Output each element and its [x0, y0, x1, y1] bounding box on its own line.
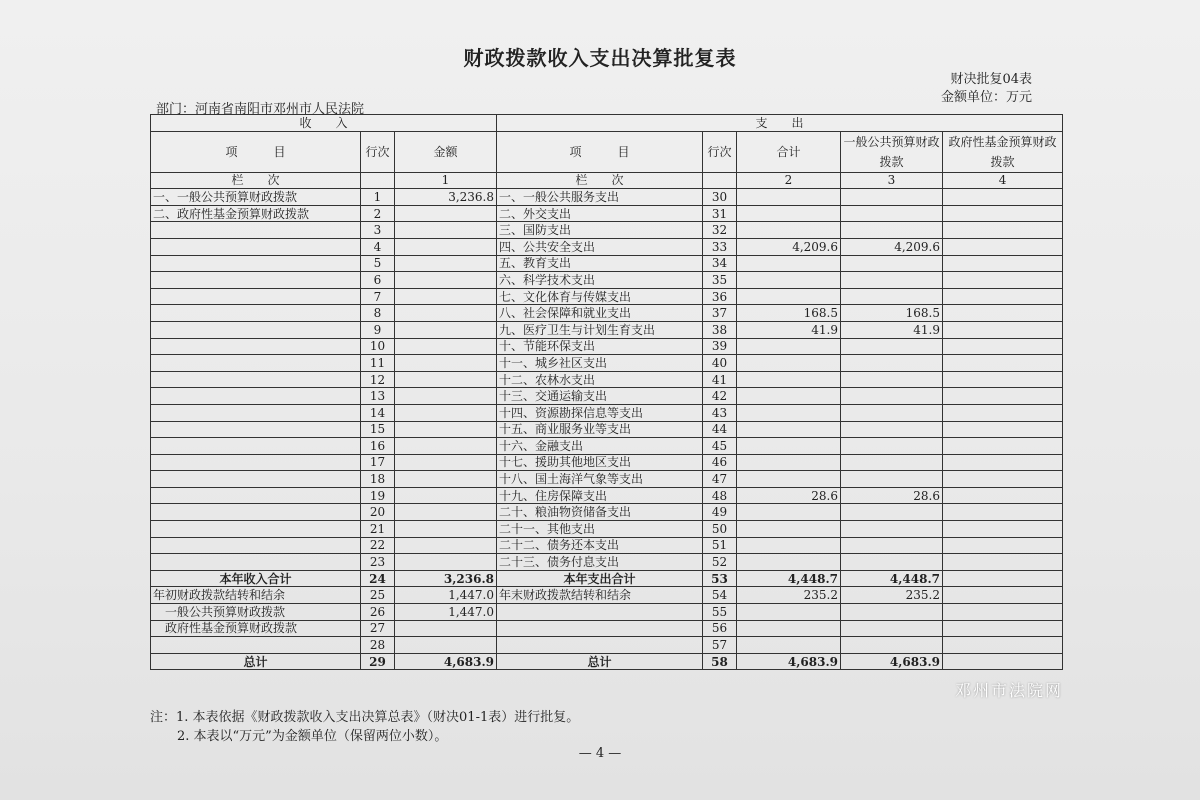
income-amount [395, 554, 497, 571]
income-item [151, 288, 361, 305]
expense-general-budget [841, 537, 943, 554]
income-amount [395, 537, 497, 554]
table-row [151, 504, 1063, 521]
income-amount [395, 222, 497, 239]
expense-total: 28.6 [737, 487, 841, 504]
expense-fund-budget [943, 587, 1063, 604]
expense-line-no: 47 [703, 471, 737, 488]
income-line-no: 17 [361, 454, 395, 471]
expense-line-no: 44 [703, 421, 737, 438]
income-amount [395, 637, 497, 654]
expense-line-no: 31 [703, 205, 737, 222]
expense-fund-budget [943, 637, 1063, 654]
table-row [151, 637, 1063, 654]
expense-fund-budget [943, 255, 1063, 272]
expense-line-no: 50 [703, 521, 737, 538]
expense-line-no: 51 [703, 537, 737, 554]
income-item [151, 222, 361, 239]
col-1-label: 1 [395, 172, 497, 189]
income-amount [395, 504, 497, 521]
table-row [151, 487, 1063, 504]
col-2-label: 2 [737, 172, 841, 189]
income-item [151, 272, 361, 289]
expense-general-budget [841, 272, 943, 289]
income-line-no: 5 [361, 255, 395, 272]
table-row [151, 620, 1063, 637]
table-row [151, 355, 1063, 372]
income-amount [395, 421, 497, 438]
income-item [151, 355, 361, 372]
expense-general-budget [841, 388, 943, 405]
expense-fund-budget [943, 604, 1063, 621]
income-amount [395, 471, 497, 488]
general-budget-header: 一般公共预算财政拨款 [841, 131, 943, 172]
table-row [151, 604, 1063, 621]
expense-item: 本年支出合计 [497, 570, 703, 587]
expense-total [737, 637, 841, 654]
expense-item: 六、科学技术支出 [497, 272, 703, 289]
expense-line-no: 45 [703, 438, 737, 455]
page-number: — 4 — [578, 746, 622, 761]
expense-total [737, 404, 841, 421]
income-item [151, 521, 361, 538]
expense-general-budget: 4,683.9 [841, 653, 943, 670]
table-row [151, 388, 1063, 405]
expense-total [737, 471, 841, 488]
form-code: 财决批复04表 [950, 72, 1032, 87]
expense-column-label: 栏 次 [497, 172, 703, 189]
income-item [151, 404, 361, 421]
income-line-no: 23 [361, 554, 395, 571]
income-item: 年初财政拨款结转和结余 [151, 587, 361, 604]
expense-item: 十三、交通运输支出 [497, 388, 703, 405]
expense-total: 168.5 [737, 305, 841, 322]
expense-item: 十一、城乡社区支出 [497, 355, 703, 372]
income-item [151, 454, 361, 471]
income-amount [395, 238, 497, 255]
expense-general-budget: 168.5 [841, 305, 943, 322]
watermark-text: 邓州市法院网 [955, 681, 1064, 700]
expense-header: 支 出 [497, 115, 1063, 132]
expense-general-budget [841, 438, 943, 455]
expense-line-no: 34 [703, 255, 737, 272]
expense-line-no: 53 [703, 570, 737, 587]
income-line-no: 18 [361, 471, 395, 488]
expense-general-budget [841, 504, 943, 521]
expense-fund-budget [943, 272, 1063, 289]
income-item [151, 321, 361, 338]
expense-total [737, 554, 841, 571]
table-row [151, 255, 1063, 272]
fund-budget-header: 政府性基金预算财政拨款 [943, 131, 1063, 172]
expense-line-no: 56 [703, 620, 737, 637]
expense-line-header: 行次 [703, 131, 737, 172]
document-title: 财政拨款收入支出决算批复表 [463, 46, 737, 70]
expense-general-budget [841, 288, 943, 305]
income-item: 政府性基金预算财政拨款 [151, 620, 361, 637]
expense-line-no: 41 [703, 371, 737, 388]
income-item [151, 238, 361, 255]
income-line-no: 2 [361, 205, 395, 222]
note-1: 注：1. 本表依据《财政拨款收入支出决算总表》（财决01-1表）进行批复。 [150, 710, 580, 725]
expense-total [737, 371, 841, 388]
expense-line-no: 52 [703, 554, 737, 571]
table-row [151, 205, 1063, 222]
expense-general-budget: 235.2 [841, 587, 943, 604]
expense-total [737, 255, 841, 272]
expense-fund-budget [943, 421, 1063, 438]
income-item [151, 537, 361, 554]
expense-item: 四、公共安全支出 [497, 238, 703, 255]
expense-general-budget [841, 454, 943, 471]
income-line-no: 22 [361, 537, 395, 554]
expense-fund-budget [943, 554, 1063, 571]
empty-cell [361, 172, 395, 189]
department-label: 部门：河南省南阳市邓州市人民法院 [156, 102, 365, 117]
amount-unit: 金额单位：万元 [940, 90, 1032, 105]
income-amount [395, 454, 497, 471]
income-amount: 4,683.9 [395, 653, 497, 670]
expense-item: 一、一般公共服务支出 [497, 189, 703, 206]
expense-total: 41.9 [737, 321, 841, 338]
col-3-label: 3 [841, 172, 943, 189]
expense-fund-budget [943, 238, 1063, 255]
expense-total [737, 355, 841, 372]
income-item [151, 371, 361, 388]
income-amount [395, 205, 497, 222]
expense-item: 七、文化体育与传媒支出 [497, 288, 703, 305]
income-line-no: 25 [361, 587, 395, 604]
income-item: 总计 [151, 653, 361, 670]
expense-fund-budget [943, 388, 1063, 405]
expense-item: 二十三、债务付息支出 [497, 554, 703, 571]
income-line-no: 27 [361, 620, 395, 637]
expense-general-budget [841, 471, 943, 488]
expense-total [737, 222, 841, 239]
expense-item: 十四、资源勘探信息等支出 [497, 404, 703, 421]
expense-total-header: 合计 [737, 131, 841, 172]
income-line-no: 11 [361, 355, 395, 372]
expense-total [737, 438, 841, 455]
expense-general-budget [841, 222, 943, 239]
expense-fund-budget [943, 471, 1063, 488]
expense-general-budget: 4,209.6 [841, 238, 943, 255]
income-amount [395, 305, 497, 322]
expense-item-header: 项 目 [497, 131, 703, 172]
expense-general-budget [841, 404, 943, 421]
expense-total: 4,448.7 [737, 570, 841, 587]
expense-line-no: 33 [703, 238, 737, 255]
income-item [151, 421, 361, 438]
income-line-no: 19 [361, 487, 395, 504]
table-row [151, 554, 1063, 571]
income-item: 本年收入合计 [151, 570, 361, 587]
expense-general-budget [841, 355, 943, 372]
income-column-label: 栏 次 [151, 172, 361, 189]
expense-general-budget [841, 338, 943, 355]
income-item [151, 554, 361, 571]
expense-general-budget [841, 637, 943, 654]
expense-line-no: 40 [703, 355, 737, 372]
expense-total [737, 189, 841, 206]
expense-line-no: 37 [703, 305, 737, 322]
expense-fund-budget [943, 189, 1063, 206]
income-amount [395, 487, 497, 504]
table-row [151, 189, 1063, 206]
expense-total [737, 272, 841, 289]
expense-total: 4,209.6 [737, 238, 841, 255]
expense-general-budget: 28.6 [841, 487, 943, 504]
income-amount: 1,447.0 [395, 604, 497, 621]
income-line-no: 13 [361, 388, 395, 405]
expense-item: 十七、援助其他地区支出 [497, 454, 703, 471]
table-row [151, 521, 1063, 538]
expense-item: 五、教育支出 [497, 255, 703, 272]
income-amount [395, 255, 497, 272]
expense-total [737, 537, 841, 554]
expense-item: 总计 [497, 653, 703, 670]
income-item: 二、政府性基金预算财政拨款 [151, 205, 361, 222]
expense-total [737, 620, 841, 637]
expense-general-budget [841, 554, 943, 571]
expense-item: 三、国防支出 [497, 222, 703, 239]
expense-total [737, 604, 841, 621]
income-line-no: 29 [361, 653, 395, 670]
expense-general-budget [841, 521, 943, 538]
expense-fund-budget [943, 620, 1063, 637]
table-row [151, 438, 1063, 455]
expense-item: 八、社会保障和就业支出 [497, 305, 703, 322]
expense-line-no: 38 [703, 321, 737, 338]
income-line-no: 7 [361, 288, 395, 305]
expense-item: 十二、农林水支出 [497, 371, 703, 388]
expense-fund-budget [943, 404, 1063, 421]
income-item [151, 471, 361, 488]
income-item [151, 637, 361, 654]
expense-fund-budget [943, 338, 1063, 355]
expense-line-no: 46 [703, 454, 737, 471]
expense-fund-budget [943, 371, 1063, 388]
income-item [151, 487, 361, 504]
income-line-no: 10 [361, 338, 395, 355]
income-line-no: 16 [361, 438, 395, 455]
empty-cell [703, 172, 737, 189]
expense-total: 4,683.9 [737, 653, 841, 670]
income-amount [395, 371, 497, 388]
expense-item: 十八、国土海洋气象等支出 [497, 471, 703, 488]
income-line-no: 8 [361, 305, 395, 322]
expense-line-no: 48 [703, 487, 737, 504]
expense-total [737, 288, 841, 305]
expense-total [737, 454, 841, 471]
expense-general-budget: 41.9 [841, 321, 943, 338]
expense-item: 二十一、其他支出 [497, 521, 703, 538]
table-row [151, 471, 1063, 488]
table-row [151, 238, 1063, 255]
income-line-no: 28 [361, 637, 395, 654]
expense-item: 十六、金融支出 [497, 438, 703, 455]
table-row [151, 570, 1063, 587]
income-amount [395, 404, 497, 421]
expense-item: 二十、粮油物资储备支出 [497, 504, 703, 521]
income-amount [395, 388, 497, 405]
expense-fund-budget [943, 454, 1063, 471]
table-row [151, 653, 1063, 670]
expense-general-budget: 4,448.7 [841, 570, 943, 587]
expense-general-budget [841, 255, 943, 272]
income-item [151, 255, 361, 272]
income-line-no: 21 [361, 521, 395, 538]
expense-total [737, 521, 841, 538]
income-item [151, 438, 361, 455]
expense-fund-budget [943, 570, 1063, 587]
table-row [151, 338, 1063, 355]
income-header: 收 入 [151, 115, 497, 132]
income-line-no: 14 [361, 404, 395, 421]
income-amount [395, 338, 497, 355]
expense-total [737, 504, 841, 521]
income-item [151, 305, 361, 322]
expense-item [497, 620, 703, 637]
income-amount-header: 金额 [395, 131, 497, 172]
expense-general-budget [841, 205, 943, 222]
income-line-no: 9 [361, 321, 395, 338]
appropriation-table [150, 114, 1063, 670]
income-item: 一、一般公共预算财政拨款 [151, 189, 361, 206]
table-row [151, 222, 1063, 239]
expense-general-budget [841, 189, 943, 206]
income-amount [395, 355, 497, 372]
expense-fund-budget [943, 321, 1063, 338]
expense-item: 年末财政拨款结转和结余 [497, 587, 703, 604]
expense-total [737, 338, 841, 355]
income-item: 一般公共预算财政拨款 [151, 604, 361, 621]
expense-general-budget [841, 620, 943, 637]
expense-line-no: 55 [703, 604, 737, 621]
expense-line-no: 36 [703, 288, 737, 305]
income-amount [395, 438, 497, 455]
expense-line-no: 39 [703, 338, 737, 355]
expense-line-no: 49 [703, 504, 737, 521]
income-line-no: 12 [361, 371, 395, 388]
income-line-no: 6 [361, 272, 395, 289]
expense-fund-budget [943, 487, 1063, 504]
expense-line-no: 58 [703, 653, 737, 670]
expense-fund-budget [943, 438, 1063, 455]
income-amount [395, 288, 497, 305]
table-row [151, 421, 1063, 438]
expense-item: 十、节能环保支出 [497, 338, 703, 355]
income-line-no: 26 [361, 604, 395, 621]
expense-line-no: 32 [703, 222, 737, 239]
table-row [151, 404, 1063, 421]
income-amount [395, 620, 497, 637]
table-row [151, 288, 1063, 305]
table-row [151, 305, 1063, 322]
expense-general-budget [841, 371, 943, 388]
expense-item: 十五、商业服务业等支出 [497, 421, 703, 438]
income-amount [395, 321, 497, 338]
income-amount: 3,236.8 [395, 189, 497, 206]
expense-fund-budget [943, 288, 1063, 305]
expense-line-no: 54 [703, 587, 737, 604]
table-row [151, 587, 1063, 604]
income-amount [395, 272, 497, 289]
table-row [151, 321, 1063, 338]
table-row [151, 272, 1063, 289]
expense-item [497, 604, 703, 621]
expense-item [497, 637, 703, 654]
expense-fund-budget [943, 355, 1063, 372]
expense-fund-budget [943, 521, 1063, 538]
expense-line-no: 57 [703, 637, 737, 654]
income-amount: 3,236.8 [395, 570, 497, 587]
table-row [151, 371, 1063, 388]
income-line-no: 15 [361, 421, 395, 438]
expense-total [737, 388, 841, 405]
expense-item: 九、医疗卫生与计划生育支出 [497, 321, 703, 338]
table-row [151, 537, 1063, 554]
expense-line-no: 35 [703, 272, 737, 289]
notes [150, 708, 579, 746]
expense-fund-budget [943, 305, 1063, 322]
income-item-header: 项 目 [151, 131, 361, 172]
income-item [151, 504, 361, 521]
income-item [151, 338, 361, 355]
col-4-label: 4 [943, 172, 1063, 189]
expense-total [737, 205, 841, 222]
expense-line-no: 43 [703, 404, 737, 421]
income-line-no: 3 [361, 222, 395, 239]
expense-line-no: 42 [703, 388, 737, 405]
income-item [151, 388, 361, 405]
expense-fund-budget [943, 504, 1063, 521]
income-line-no: 20 [361, 504, 395, 521]
income-amount [395, 521, 497, 538]
expense-general-budget [841, 604, 943, 621]
expense-fund-budget [943, 653, 1063, 670]
expense-item: 二、外交支出 [497, 205, 703, 222]
expense-fund-budget [943, 222, 1063, 239]
expense-fund-budget [943, 205, 1063, 222]
expense-general-budget [841, 421, 943, 438]
income-line-no: 1 [361, 189, 395, 206]
expense-total: 235.2 [737, 587, 841, 604]
note-2: 2. 本表以“万元”为金额单位（保留两位小数）。 [177, 729, 448, 744]
income-line-no: 4 [361, 238, 395, 255]
expense-line-no: 30 [703, 189, 737, 206]
expense-item: 十九、住房保障支出 [497, 487, 703, 504]
expense-fund-budget [943, 537, 1063, 554]
expense-item: 二十二、债务还本支出 [497, 537, 703, 554]
income-line-header: 行次 [361, 131, 395, 172]
table-row [151, 454, 1063, 471]
income-amount: 1,447.0 [395, 587, 497, 604]
expense-total [737, 421, 841, 438]
income-line-no: 24 [361, 570, 395, 587]
